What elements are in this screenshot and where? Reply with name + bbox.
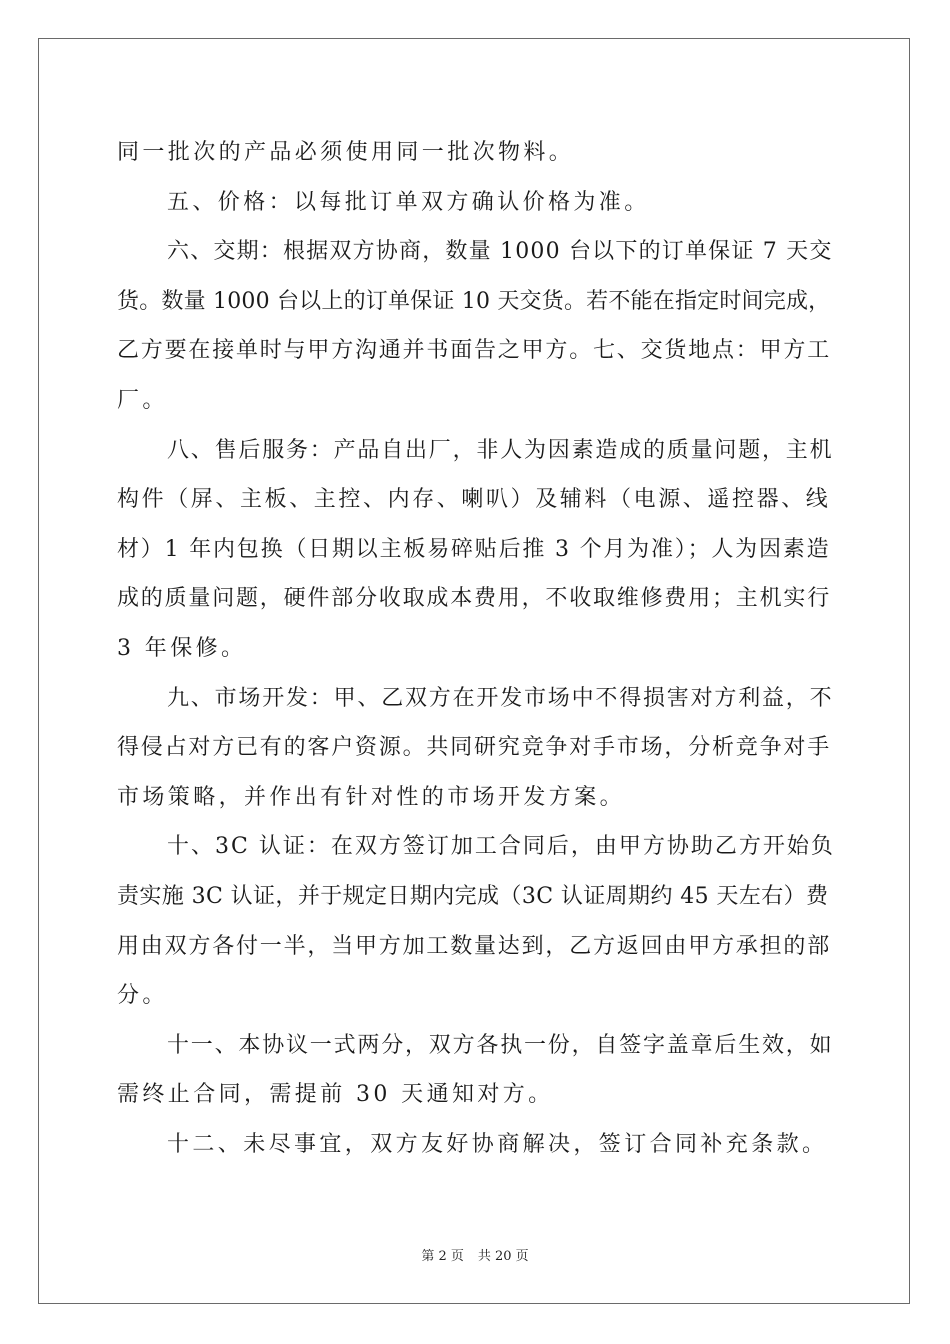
text-line: 八、售后服务：产品自出厂，非人为因素造成的质量问题，主机 [167,437,834,463]
text-line: 货。数量 1000 台以上的订单保证 10 天交货。若不能在指定时间完成， [117,288,831,314]
text-line: 3 年保修。 [117,635,247,661]
document-body [117,128,835,1169]
page-footer [0,1249,950,1265]
text-line: 市场策略，并作出有针对性的市场开发方案。 [117,784,626,810]
text-line: 成的质量问题，硬件部分收取成本费用，不收取维修费用；主机实行 [117,586,832,612]
text-line: 十二、未尽事宜，双方友好协商解决，签订合同补充条款。 [167,1131,828,1157]
text-line: 构件（屏、主板、主控、内存、喇叭）及辅料（电源、遥控器、线 [117,487,831,513]
text-line: 乙方要在接单时与甲方沟通并书面告之甲方。七、交货地点：甲方工 [117,338,832,364]
text-line: 得侵占对方已有的客户资源。共同研究竞争对手市场，分析竞争对手 [117,735,832,761]
text-line: 九、市场开发：甲、乙双方在开发市场中不得损害对方利益，不 [167,685,834,711]
text-line: 五、价格：以每批订单双方确认价格为准。 [167,189,650,215]
text-line: 材）1 年内包换（日期以主板易碎贴后推 3 个月为准）；人为因素造 [117,536,831,562]
text-line: 责实施 3C 认证，并于规定日期内完成（3C 认证周期约 45 天左右）费 [117,883,829,909]
text-line: 同一批次的产品必须使用同一批次物料。 [117,140,575,165]
text-line: 需终止合同，需提前 30 天通知对方。 [117,1082,554,1108]
text-line: 分。 [117,983,168,1009]
text-line: 厂。 [117,387,168,413]
text-line: 十一、本协议一式两分，双方各执一份，自签字盖章后生效，如 [167,1032,834,1058]
text-line: 六、交期：根据双方协商，数量 1000 台以下的订单保证 7 天交 [167,239,833,265]
page-number: 第 2 页 [421,1249,464,1264]
text-line: 用由双方各付一半，当甲方加工数量达到，乙方返回由甲方承担的部 [117,933,832,959]
page-total: 共 20 页 [477,1249,529,1264]
text-line: 十、3C 认证：在双方签订加工合同后，由甲方协助乙方开始负 [167,834,835,860]
